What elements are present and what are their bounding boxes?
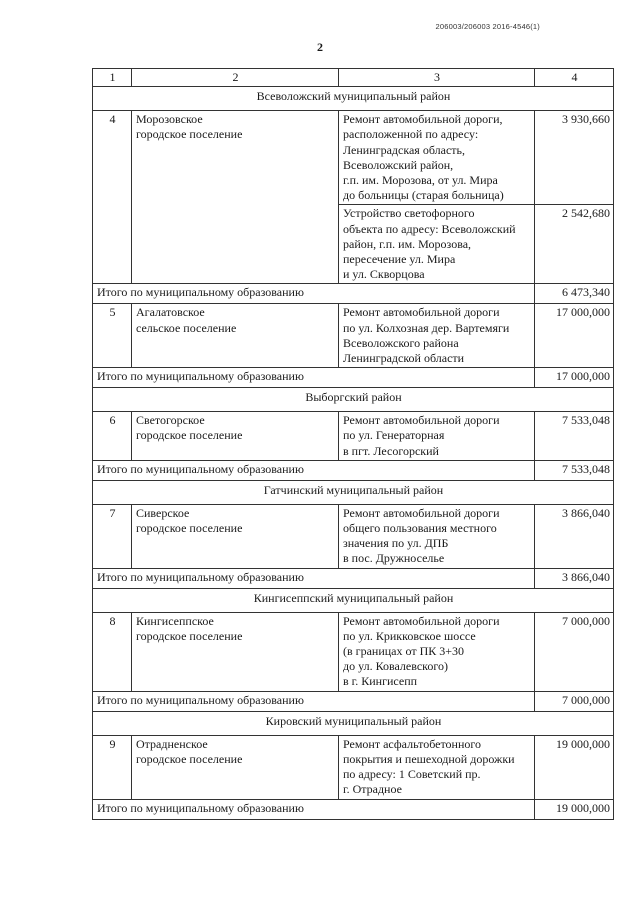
work-line: по ул. Колхозная дер. Вартемяги [343, 320, 510, 335]
settlement-line: городское поселение [136, 521, 243, 536]
settlement-line: сельское поселение [136, 320, 237, 335]
district-row [93, 711, 614, 735]
settlement-line: Отрадненское [136, 736, 208, 751]
district-row [93, 87, 614, 111]
work-line: Устройство светофорного [343, 206, 475, 221]
entry-number: 5 [93, 304, 132, 368]
work-description [339, 504, 535, 568]
entry-number: 9 [93, 735, 132, 799]
entry-number: 8 [93, 612, 132, 691]
work-line: район, г.п. им. Морозова, [343, 236, 472, 251]
work-line: до ул. Ковалевского) [343, 659, 448, 674]
settlement-line: городское поселение [136, 428, 243, 443]
total-row [93, 284, 614, 304]
allocation-table [92, 68, 614, 820]
work-line: по ул. Крикковское шоссе [343, 628, 476, 643]
work-amount: 3 866,040 [535, 504, 614, 568]
settlement-line: Морозовское [136, 112, 203, 127]
district-row [93, 388, 614, 412]
work-line: Ремонт асфальтобетонного [343, 736, 482, 751]
work-line: по ул. Генераторная [343, 428, 445, 443]
total-label: Итого по муниципальному образованию [93, 284, 535, 304]
work-description [339, 111, 535, 205]
settlement-name [132, 612, 339, 691]
work-line: в пос. Дружноселье [343, 551, 445, 566]
work-line: Ленинградская область, [343, 142, 465, 157]
work-line: расположенной по адресу: [343, 127, 479, 142]
entry-row [93, 304, 614, 368]
work-line: Ремонт автомобильной дороги [343, 613, 500, 628]
entry-row [93, 735, 614, 799]
column-number-1: 1 [93, 69, 132, 87]
total-row [93, 799, 614, 819]
work-line: значения по ул. ДПБ [343, 536, 449, 551]
document-id: 206003/206003 2016-4546(1) [435, 22, 540, 31]
district-row [93, 480, 614, 504]
entry-number: 4 [93, 111, 132, 284]
work-amount: 19 000,000 [535, 735, 614, 799]
total-label: Итого по муниципальному образованию [93, 368, 535, 388]
work-line: в г. Кингисепп [343, 674, 418, 689]
settlement-line: Светогорское [136, 413, 205, 428]
total-label: Итого по муниципальному образованию [93, 691, 535, 711]
total-amount: 17 000,000 [535, 368, 614, 388]
settlement-line: Агалатовское [136, 305, 205, 320]
work-line: Всеволожского района [343, 335, 459, 350]
work-amount: 17 000,000 [535, 304, 614, 368]
district-name: Кингисеппский муниципальный район [93, 588, 614, 612]
work-line: покрытия и пешеходной дорожки [343, 751, 515, 766]
work-line: Ленинградской области [343, 351, 465, 366]
entry-row [93, 412, 614, 461]
entry-row [93, 504, 614, 568]
total-label: Итого по муниципальному образованию [93, 568, 535, 588]
work-line: до больницы (старая больница) [343, 188, 504, 203]
entry-number: 6 [93, 412, 132, 461]
settlement-name [132, 412, 339, 461]
work-line: и ул. Скворцова [343, 267, 425, 282]
work-line: Всеволожский район, [343, 157, 454, 172]
work-line: по адресу: 1 Советский пр. [343, 767, 481, 782]
work-line: объекта по адресу: Всеволожский [343, 221, 516, 236]
settlement-line: Сиверское [136, 505, 190, 520]
entry-number: 7 [93, 504, 132, 568]
work-description [339, 205, 535, 284]
work-line: Ремонт автомобильной дороги [343, 505, 500, 520]
column-number-header-row [93, 69, 614, 87]
total-label: Итого по муниципальному образованию [93, 799, 535, 819]
entry-row [93, 111, 614, 205]
column-number-2: 2 [132, 69, 339, 87]
column-number-4: 4 [535, 69, 614, 87]
settlement-name [132, 304, 339, 368]
work-line: в пгт. Лесогорский [343, 443, 439, 458]
settlement-line: городское поселение [136, 127, 243, 142]
district-name: Кировский муниципальный район [93, 711, 614, 735]
total-row [93, 368, 614, 388]
work-description [339, 735, 535, 799]
total-amount: 6 473,340 [535, 284, 614, 304]
work-line: Ремонт автомобильной дороги [343, 413, 500, 428]
district-name: Всеволожский муниципальный район [93, 87, 614, 111]
settlement-name [132, 504, 339, 568]
work-line: Ремонт автомобильной дороги [343, 305, 500, 320]
settlement-name [132, 111, 339, 284]
total-row [93, 460, 614, 480]
work-description [339, 612, 535, 691]
total-label: Итого по муниципальному образованию [93, 460, 535, 480]
work-amount: 2 542,680 [535, 205, 614, 284]
total-amount: 19 000,000 [535, 799, 614, 819]
settlement-line: Кингисеппское [136, 613, 214, 628]
page-number: 2 [317, 40, 323, 54]
work-line: г.п. им. Морозова, от ул. Мира [343, 173, 498, 188]
entry-row [93, 612, 614, 691]
total-amount: 7 000,000 [535, 691, 614, 711]
work-description [339, 412, 535, 461]
settlement-line: городское поселение [136, 751, 243, 766]
work-amount: 7 533,048 [535, 412, 614, 461]
district-row [93, 588, 614, 612]
column-number-3: 3 [339, 69, 535, 87]
work-line: пересечение ул. Мира [343, 252, 456, 267]
work-line: г. Отрадное [343, 782, 402, 797]
total-row [93, 568, 614, 588]
total-row [93, 691, 614, 711]
work-line: общего пользования местного [343, 521, 497, 536]
work-line: Ремонт автомобильной дороги, [343, 112, 503, 127]
work-description [339, 304, 535, 368]
total-amount: 3 866,040 [535, 568, 614, 588]
settlement-line: городское поселение [136, 628, 243, 643]
settlement-name [132, 735, 339, 799]
work-amount: 7 000,000 [535, 612, 614, 691]
district-name: Гатчинский муниципальный район [93, 480, 614, 504]
work-amount: 3 930,660 [535, 111, 614, 205]
work-line: (в границах от ПК 3+30 [343, 644, 465, 659]
district-name: Выборгский район [93, 388, 614, 412]
total-amount: 7 533,048 [535, 460, 614, 480]
